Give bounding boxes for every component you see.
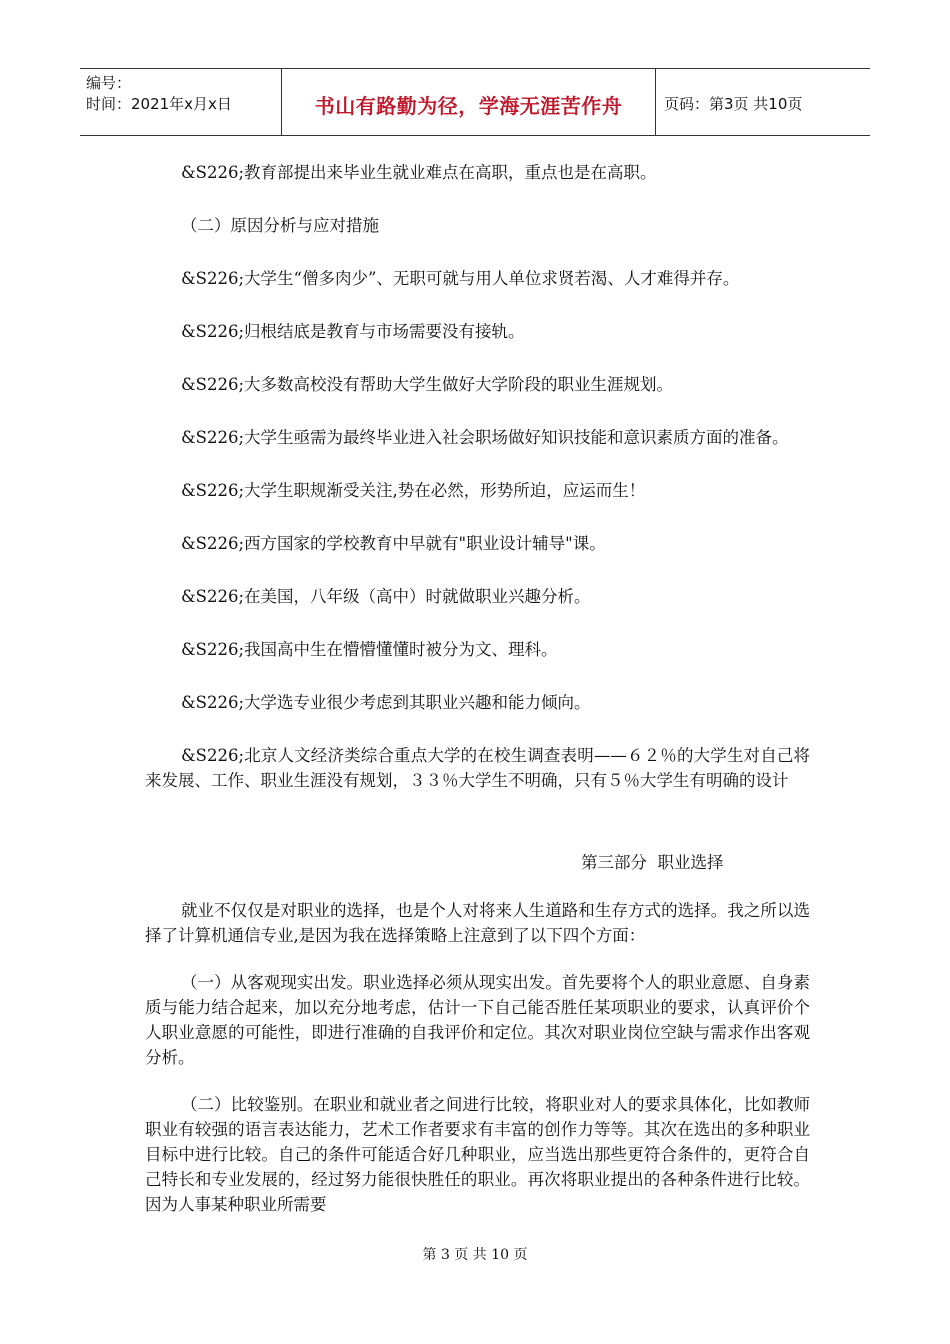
- document-time-label: 时间：2021年x月x日: [86, 95, 232, 113]
- body-paragraph: &S226;北京人文经济类综合重点大学的在校生调查表明——６２％的大学生对自己将来发展、工作、职业生涯没有规划，３３％大学生不明确，只有５％大学生有明确的设计: [145, 746, 810, 790]
- body-paragraph: &S226;在美国，八年级（高中）时就做职业兴趣分析。: [181, 587, 591, 606]
- body-paragraph: &S226;归根结底是教育与市场需要没有接轨。: [181, 322, 525, 341]
- body-paragraph: &S226;我国高中生在懵懵懂懂时被分为文、理科。: [181, 640, 558, 659]
- body-paragraph: &S226;大学生“僧多肉少”、无职可就与用人单位求贤若渴、人才难得并存。: [181, 269, 740, 288]
- body-paragraph: &S226;大学选专业很少考虑到其职业兴趣和能力倾向。: [181, 693, 591, 712]
- body-paragraph: （二）比较鉴别。在职业和就业者之间进行比较，将职业对人的要求具体化，比如教师职业有较强的语言表达能力，艺术工作者要求有丰富的创作力等等。其次在选出的多种职业目标中进行比较。自己的条件可能适合好几种职业，应当选出那些更符合条件的，更符合自己特长和专业发展的，经过努力能很快胜任的职业。再次将职业提出的各种条件进行比较。因为人事某种职业所需要: [145, 1095, 810, 1214]
- page-footer: 第 3 页 共 10 页: [422, 1247, 528, 1263]
- section-heading: 第三部分 职业选择: [581, 853, 724, 872]
- header-page-info: 页码：第3页 共10页: [664, 94, 803, 113]
- body-paragraph: &S226;大学生亟需为最终毕业进入社会职场做好知识技能和意识素质方面的准备。: [181, 428, 789, 447]
- body-paragraph: &S226;西方国家的学校教育中早就有"职业设计辅导"课。: [181, 534, 606, 553]
- body-paragraph: （一）从客观现实出发。职业选择必须从现实出发。首先要将个人的职业意愿、自身素质与能力结合起来，加以充分地考虑，估计一下自己能否胜任某项职业的要求，认真评价个人职业意愿的可能性，即进行准确的自我评价和定位。其次对职业岗位空缺与需求作出客观分析。: [145, 973, 810, 1067]
- body-paragraph: &S226;大学生职规渐受关注,势在必然，形势所迫，应运而生！: [181, 481, 646, 500]
- document-body-section-3: [145, 898, 810, 1217]
- document-body: [145, 160, 810, 793]
- page-header: [80, 68, 870, 136]
- header-meta: [80, 69, 282, 135]
- body-paragraph: &S226;教育部提出来毕业生就业难点在高职，重点也是在高职。: [181, 163, 657, 182]
- header-motto: 书山有路勤为径，学海无涯苦作舟: [282, 69, 656, 135]
- document-number-label: 编号：: [86, 74, 132, 92]
- body-paragraph: &S226;大多数高校没有帮助大学生做好大学阶段的职业生涯规划。: [181, 375, 674, 394]
- subsection-heading: （二）原因分析与应对措施: [181, 216, 379, 235]
- body-paragraph: 就业不仅仅是对职业的选择，也是个人对将来人生道路和生存方式的选择。我之所以选择了计算机通信专业,是因为我在选择策略上注意到了以下四个方面：: [145, 901, 810, 945]
